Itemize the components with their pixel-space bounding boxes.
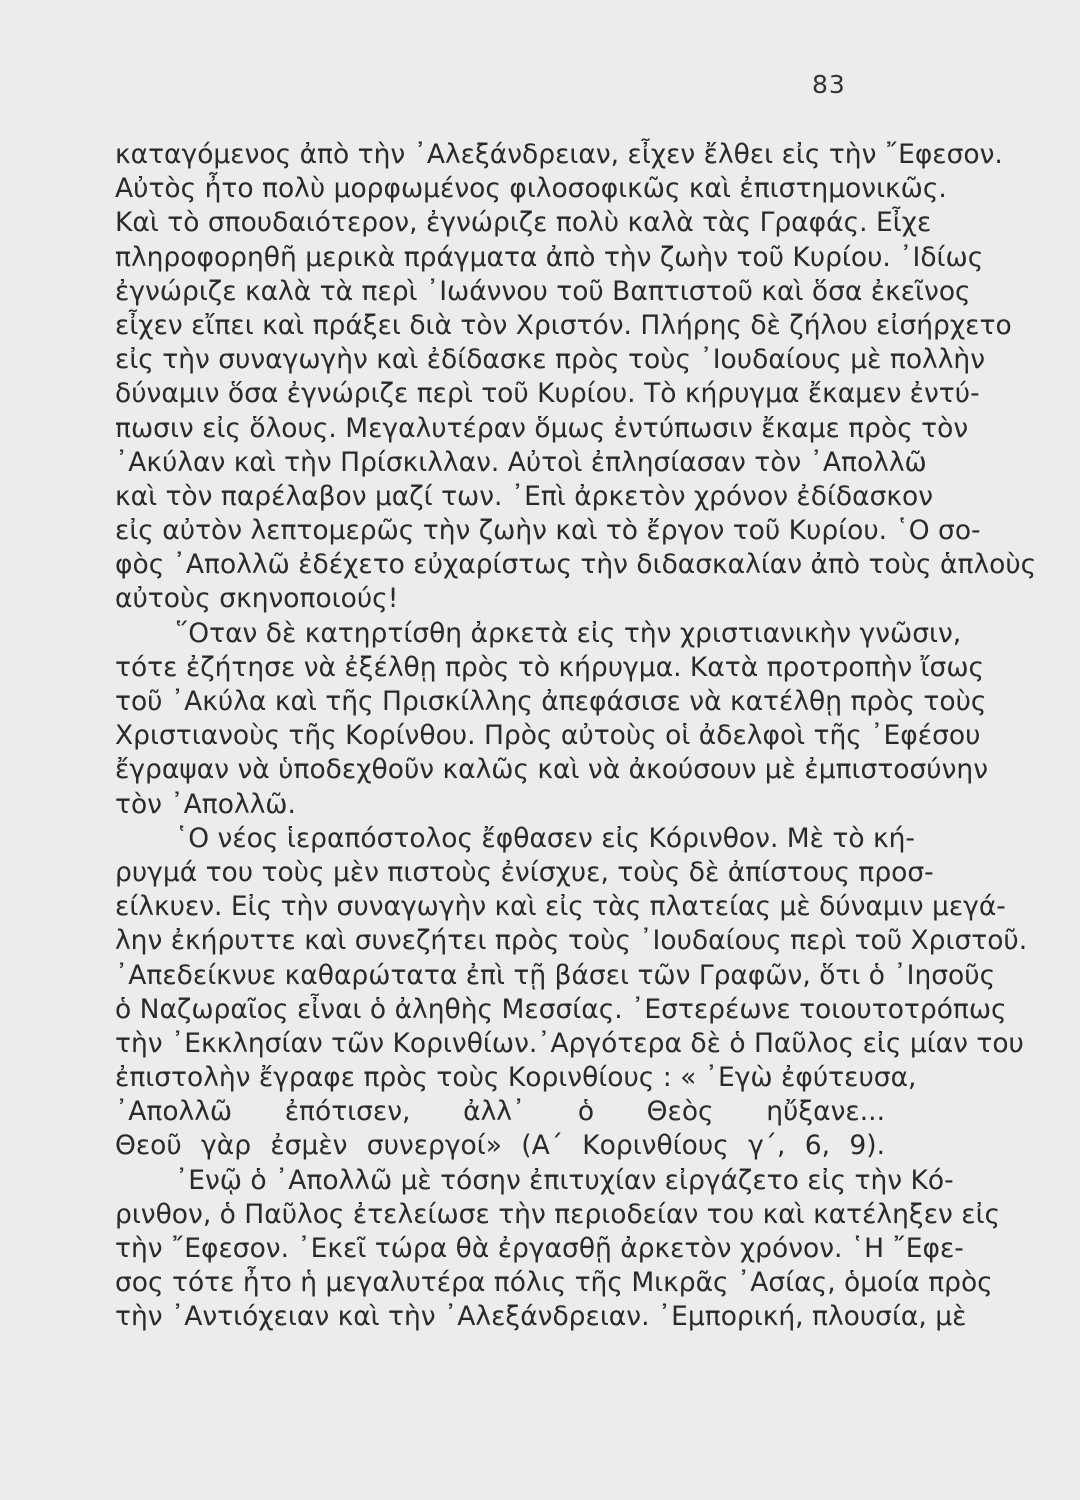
text-line: ἐγνώριζε καλὰ τὰ περὶ ᾿Ιωάννου τοῦ Βαπτιστοῦ καὶ ὅσα ἐκεῖνος xyxy=(115,275,971,307)
text-line: τοῦ ᾿Ακύλα καὶ τῆς Πρισκίλλης ἀπεφάσισε νὰ κατέλθῃ πρὸς τοὺς xyxy=(115,686,987,717)
text-line: ρινθον, ὁ Παῦλος ἐτελείωσε τὴν περιοδείαν του καὶ κατέληξεν εἰς xyxy=(115,1198,1001,1230)
text-line: Αὐτὸς ἦτο πολὺ μορφωμένος φιλοσοφικῶς καὶ ἐπιστημονικῶς. xyxy=(115,173,947,205)
quote-line: Θεοῦ γὰρ ἐσμὲν συνεργοί» (Α΄ Κορινθίους γ΄, 6, 9). xyxy=(115,1130,885,1162)
text-line: είλκυεν. Εἰς τὴν συναγωγὴν καὶ εἰς τὰς πλατείας μὲ δύναμιν μεγά- xyxy=(115,891,1006,923)
text-line: ᾿Απεδείκνυε καθαρώτατα ἐπὶ τῇ βάσει τῶν Γραφῶν, ὅτι ὁ ᾿Ιησοῦς xyxy=(115,959,996,991)
quote-line: ᾿Απολλῶ ἐπότισεν, ἀλλ᾿ ὁ Θεὸς ηὔξανε... xyxy=(115,1096,885,1128)
text-line: τὴν ῎Εφεσον. ᾿Εκεῖ τώρα θὰ ἐργασθῇ ἀρκετὸν χρόνον. ῾Η ῎Εφε- xyxy=(115,1233,964,1264)
text-line: ᾿Ενῷ ὁ ᾿Απολλῶ μὲ τόσην ἐπιτυχίαν εἰργάζετο εἰς τὴν Κό- xyxy=(175,1164,954,1196)
text-line: Καὶ τὸ σπουδαιότερον, ἐγνώριζε πολὺ καλὰ τὰς Γραφάς. Εἶχε xyxy=(115,207,932,239)
page-number: 83 xyxy=(812,70,846,99)
text-line: Χριστιανοὺς τῆς Κορίνθου. Πρὸς αὐτοὺς οἱ ἀδελφοὶ τῆς ᾿Εφέσου xyxy=(115,720,981,752)
text-line: ᾿Ακύλαν καὶ τὴν Πρίσκιλλαν. Αὐτοὶ ἐπλησίασαν τὸν ᾿Απολλῶ xyxy=(115,446,927,478)
text-line: αὐτοὺς σκηνοποιούς! xyxy=(115,583,399,615)
text-line: τότε ἐζήτησε νὰ ἐξέλθῃ πρὸς τὸ κήρυγμα. Κατὰ προτροπὴν ἴσως xyxy=(115,651,985,683)
text-line: λην ἐκήρυττε καὶ συνεζήτει πρὸς τοὺς ᾿Ιουδαίους περὶ τοῦ Χριστοῦ. xyxy=(115,925,1028,957)
text-line: ῾Ο νέος ἱεραπόστολος ἔφθασεν εἰς Κόρινθον. Μὲ τὸ κή- xyxy=(175,822,915,854)
text-line: εἶχεν εἴπει καὶ πράξει διὰ τὸν Χριστόν. Πλήρης δὲ ζήλου εἰσήρχετο xyxy=(115,309,1012,341)
text-line: εἰς τὴν συναγωγὴν καὶ ἐδίδασκε πρὸς τοὺς ᾿Ιουδαίους μὲ πολλὴν xyxy=(115,344,986,376)
text-line: ὁ Ναζωραῖος εἶναι ὁ ἀληθὴς Μεσσίας. ᾿Εστερέωνε τοιουτοτρόπως xyxy=(115,993,1007,1025)
text-line: τὸν ᾿Απολλῶ. xyxy=(115,788,296,820)
text-line: εἰς αὐτὸν λεπτομερῶς τὴν ζωὴν καὶ τὸ ἔργον τοῦ Κυρίου. ῾Ο σο- xyxy=(115,515,981,547)
body-text xyxy=(115,138,1037,1335)
text-line: ρυγμά του τοὺς μὲν πιστοὺς ἐνίσχυε, τοὺς δὲ ἀπίστους προσ- xyxy=(115,856,934,888)
text-line: πληροφορηθῆ μερικὰ πράγματα ἀπὸ τὴν ζωὴν τοῦ Κυρίου. ᾿Ιδίως xyxy=(115,241,984,273)
text-line: ῞Οταν δὲ κατηρτίσθη ἀρκετὰ εἰς τὴν χριστιανικὴν γνῶσιν, xyxy=(175,617,962,649)
text-line: φὸς ᾿Απολλῶ ἐδέχετο εὐχαρίστως τὴν διδασκαλίαν ἀπὸ τοὺς ἁπλοὺς xyxy=(115,549,1037,581)
text-line: πωσιν εἰς ὅλους. Μεγαλυτέραν ὅμως ἐντύπωσιν ἔκαμε πρὸς τὸν xyxy=(115,412,969,444)
text-line: ἐπιστολὴν ἔγραφε πρὸς τοὺς Κορινθίους : « ᾿Εγὼ ἐφύτευσα, xyxy=(115,1062,917,1094)
text-line: ἔγραψαν νὰ ὑποδεχθοῦν καλῶς καὶ νὰ ἀκούσουν μὲ ἐμπιστοσύνην xyxy=(115,754,989,786)
text-line: δύναμιν ὅσα ἐγνώριζε περὶ τοῦ Κυρίου. Τὸ κήρυγμα ἔκαμεν ἐντύ- xyxy=(115,378,980,410)
text-line: καὶ τὸν παρέλαβον μαζί των. ᾿Επὶ ἀρκετὸν χρόνον ἐδίδασκον xyxy=(115,480,934,512)
text-line: σος τότε ἦτο ἡ μεγαλυτέρα πόλις τῆς Μικρᾶς ᾿Ασίας, ὁμοία πρὸς xyxy=(115,1267,993,1299)
text-line: τὴν ᾿Αντιόχειαν καὶ τὴν ᾿Αλεξάνδρειαν. ᾿Εμπορική, πλουσία, μὲ xyxy=(115,1301,967,1333)
text-line: καταγόμενος ἀπὸ τὴν ᾿Αλεξάνδρειαν, εἶχεν ἔλθει εἰς τὴν ῎Εφεσον. xyxy=(115,139,1003,170)
text-line: τὴν ᾿Εκκλησίαν τῶν Κορινθίων.᾿Αργότερα δὲ ὁ Παῦλος εἰς μίαν του xyxy=(115,1027,1024,1059)
